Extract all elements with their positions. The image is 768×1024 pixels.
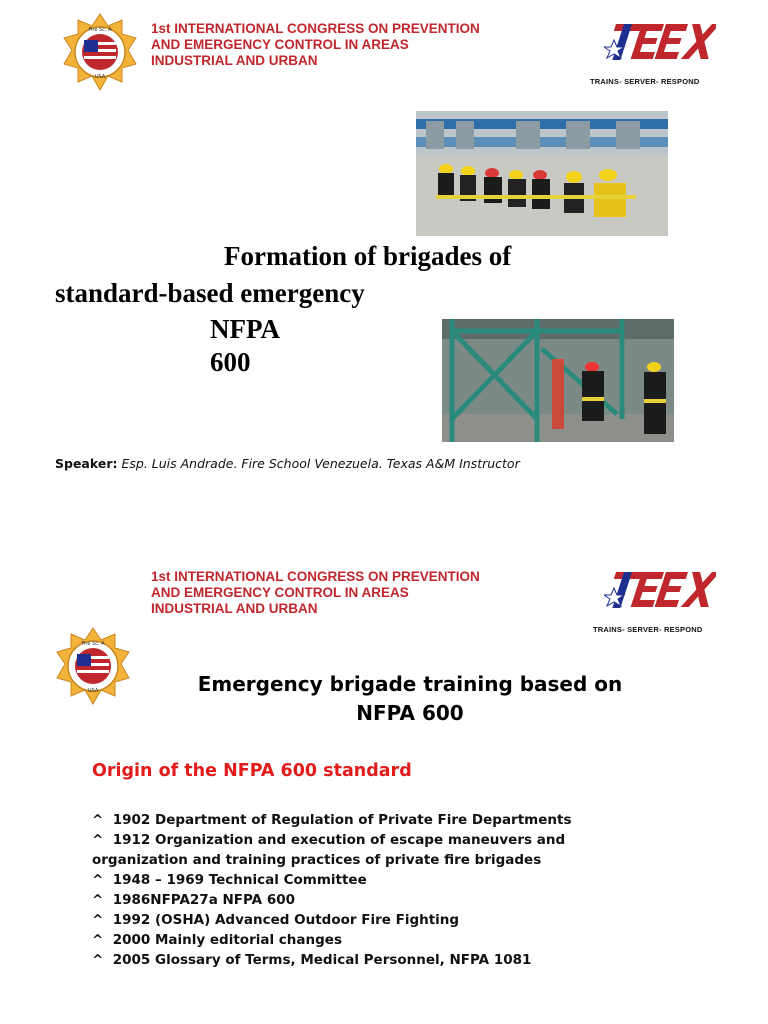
list-item: ^ 1948 – 1969 Technical Committee	[92, 872, 367, 888]
list-item: ^ 2000 Mainly editorial changes	[92, 932, 342, 948]
speaker-label: Speaker:	[55, 456, 118, 471]
congress-line-3: INDUSTRIAL AND URBAN	[151, 53, 318, 68]
brigade-crew-photo	[416, 111, 668, 236]
firefighter-training-photo	[442, 319, 674, 442]
page1-title-line-3: NFPA	[210, 314, 280, 344]
page2-title-line-1: Emergency brigade training based on	[197, 672, 623, 696]
congress-heading	[151, 21, 480, 69]
teex-logo-page2	[604, 566, 716, 614]
congress-line-2-page2: AND EMERGENCY CONTROL IN AREAS	[151, 585, 409, 600]
teex-logo	[604, 18, 716, 66]
list-item: ^ 1912 Organization and execution of escape maneuvers and organization and training practices of private fire brigades	[92, 832, 566, 868]
congress-line-1: 1st INTERNATIONAL CONGRESS ON PREVENTION	[151, 21, 480, 36]
speaker-credit	[55, 456, 520, 471]
badge-text-bottom: USA	[94, 74, 106, 80]
badge-text-bottom-page2: USA	[87, 688, 99, 694]
list-item: ^ 1902 Department of Regulation of Private Fire Departments	[92, 812, 572, 828]
tagline: TRAINS- SERVER- RESPOND	[590, 77, 700, 86]
congress-line-1-page2: 1st INTERNATIONAL CONGRESS ON PREVENTION	[151, 569, 480, 584]
speaker-name: Esp. Luis Andrade. Fire School Venezuela. Texas A&M Instructor	[121, 456, 520, 471]
list-item: ^ 1992 (OSHA) Advanced Outdoor Fire Fighting	[92, 912, 460, 928]
page2-title-line-2: NFPA 600	[356, 701, 464, 725]
history-list	[92, 810, 652, 970]
fire-school-badge-logo-page2	[55, 626, 131, 706]
badge-text-top-page2: Fire Sc. A	[81, 641, 105, 647]
congress-line-2: AND EMERGENCY CONTROL IN AREAS	[151, 37, 409, 52]
congress-heading-page2	[151, 569, 480, 617]
congress-line-3-page2: INDUSTRIAL AND URBAN	[151, 601, 318, 616]
badge-text-top: Fire Sc. A	[88, 27, 112, 33]
page1-title-line-4: 600	[210, 347, 251, 377]
page1-title-line-1: Formation of brigades of	[224, 241, 512, 271]
fire-school-badge-logo	[62, 12, 138, 92]
section-heading: Origin of the NFPA 600 standard	[92, 761, 412, 781]
tagline-page2: TRAINS- SERVER- RESPOND	[593, 625, 703, 634]
list-item: ^ 2005 Glossary of Terms, Medical Personnel, NFPA 1081	[92, 952, 532, 968]
page1-title-line-2: standard-based emergency	[55, 278, 365, 308]
list-item: ^ 1986NFPA27a NFPA 600	[92, 892, 296, 908]
page2-title	[170, 670, 650, 728]
